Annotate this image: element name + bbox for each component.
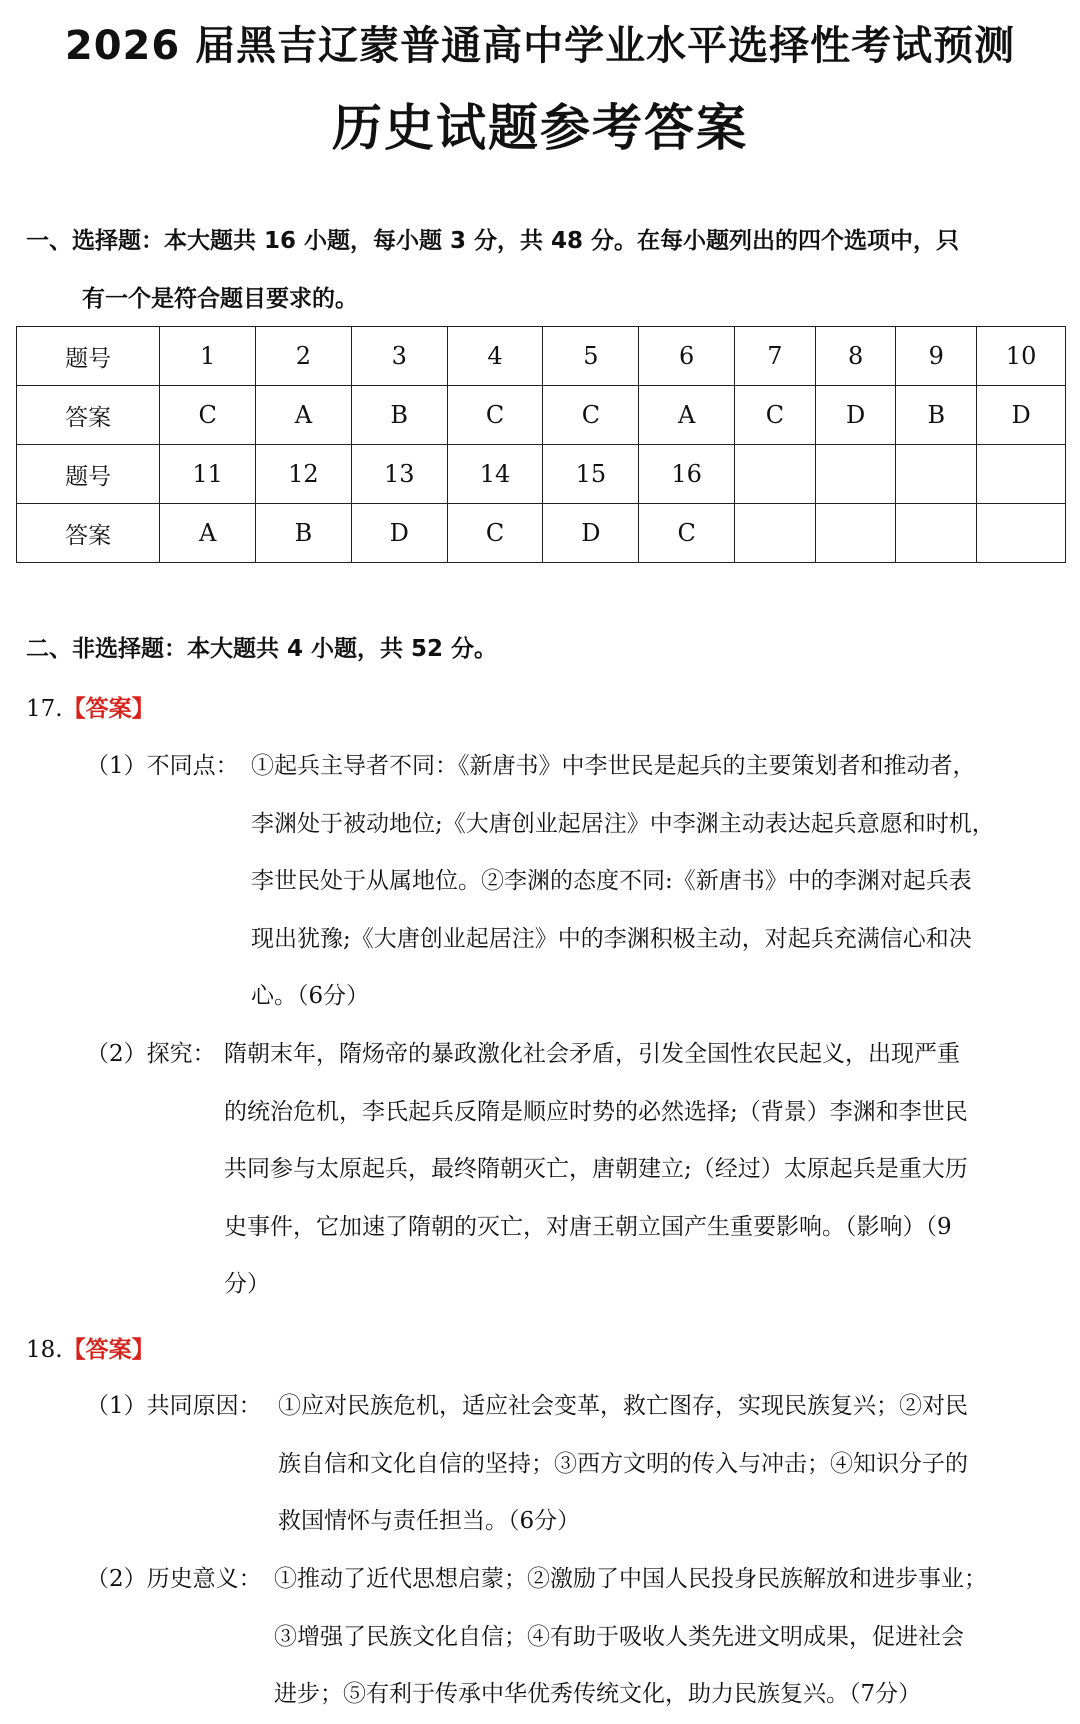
q18-p1-line: 族自信和文化自信的坚持；③西方文明的传入与冲击；④知识分子的: [278, 1450, 968, 1477]
answer-table-cell: B: [896, 386, 977, 445]
answer-table-cell: C: [543, 386, 639, 445]
q17-p1-line: 现出犹豫;《大唐创业起居注》中的李渊积极主动，对起兵充满信心和决: [251, 925, 972, 952]
answer-table-row: [17, 327, 1066, 386]
answer-table-cell: 12: [256, 445, 352, 504]
q17-p2-line: 隋朝末年，隋炀帝的暴政激化社会矛盾，引发全国性农民起义，出现严重: [224, 1041, 960, 1067]
section-2-heading: 二、非选择题：本大题共 4 小题，共 52 分。: [26, 636, 498, 662]
answer-table-cell: 16: [639, 445, 735, 504]
q17-num: 17.: [26, 696, 63, 722]
answer-table-cell: 6: [639, 327, 735, 386]
answer-table-cell: A: [639, 386, 735, 445]
section-1-line-1: 一、选择题：本大题共 16 小题，每小题 3 分，共 48 分。在每小题列出的四个选项中，只: [26, 228, 960, 254]
q17-part-2-lead: （2）探究：: [86, 1041, 216, 1067]
answer-table-cell: 15: [543, 445, 639, 504]
q17-p1-line: ①起兵主导者不同：《新唐书》中李世民是起兵的主要策划者和推动者，: [251, 753, 976, 779]
answer-table-cell: 7: [735, 327, 816, 386]
q18-p2-line: 进步；⑤有利于传承中华优秀传统文化，助力民族复兴。（7分）: [274, 1681, 922, 1707]
q17-p2-line: 的统治危机，李氏起兵反隋是顺应时势的必然选择;（背景）李渊和李世民: [224, 1098, 968, 1125]
answer-table-cell: B: [351, 386, 447, 445]
answer-table-cell: 14: [447, 445, 543, 504]
answer-table-cell: A: [256, 386, 352, 445]
answer-table-cell: 4: [447, 327, 543, 386]
answer-table-row-label: 题号: [17, 445, 160, 504]
answer-table-cell: [896, 445, 977, 504]
document-title: 2026 届黑吉辽蒙普通高中学业水平选择性考试预测: [64, 23, 1016, 69]
q18-part-2-lead: （2）历史意义：: [86, 1566, 262, 1592]
answer-table-cell: 1: [160, 327, 256, 386]
answer-table-cell: D: [351, 504, 447, 563]
q17-part-1-cont: [86, 796, 1080, 1026]
answer-table-cell: [977, 445, 1066, 504]
answer-table-cell: D: [977, 386, 1066, 445]
answer-table-cell: 5: [543, 327, 639, 386]
answer-table-cell: 13: [351, 445, 447, 504]
q18-answer-tag: 【答案】: [62, 1337, 155, 1363]
document-subtitle: 历史试题参考答案: [332, 99, 748, 157]
answer-table-cell: 3: [351, 327, 447, 386]
answer-table-cell: C: [639, 504, 735, 563]
q17-p2-line: 共同参与太原起兵，最终隋朝灭亡，唐朝建立;（经过）太原起兵是重大历: [224, 1156, 968, 1182]
answer-table-cell: [735, 445, 816, 504]
answer-table-row-label: 答案: [17, 386, 160, 445]
answer-table-cell: [815, 445, 896, 504]
q18-p2-line: ①推动了近代思想启蒙；②激励了中国人民投身民族解放和进步事业；: [274, 1566, 987, 1592]
answer-table-cell: 2: [256, 327, 352, 386]
answer-table-cell: 9: [896, 327, 977, 386]
section-1-heading: [26, 212, 1056, 328]
q17-part-2-body: [86, 1026, 1080, 1314]
q18-num: 18.: [26, 1337, 63, 1363]
q18-p1-line: ①应对民族危机，适应社会变革，救亡图存，实现民族复兴；②对民: [278, 1393, 968, 1419]
q18-part-1-lead: （1）共同原因：: [86, 1393, 262, 1419]
question-17-number: [26, 691, 155, 727]
q18-p2-line: ③增强了民族文化自信；④有助于吸收人类先进文明成果，促进社会: [274, 1623, 964, 1650]
q17-part-1: [86, 738, 1080, 1026]
q17-p1-line: 李渊处于被动地位;《大唐创业起居注》中李渊主动表达起兵意愿和时机，: [251, 810, 995, 837]
q17-p2-line: 分）: [224, 1271, 270, 1297]
answer-table-cell: B: [256, 504, 352, 563]
q17-part-2: [86, 1026, 1080, 1314]
answer-table-cell: [977, 504, 1066, 563]
answer-table-cell: [815, 504, 896, 563]
answer-table-cell: [896, 504, 977, 563]
answer-table-cell: 11: [160, 445, 256, 504]
answer-table-row: [17, 504, 1066, 563]
q17-part-1-lead: （1）不同点：: [86, 753, 239, 779]
section-1-line-2: 有一个是符合题目要求的。: [82, 286, 358, 312]
answer-table-cell: D: [815, 386, 896, 445]
answer-table-cell: C: [160, 386, 256, 445]
answer-table-cell: 10: [977, 327, 1066, 386]
answer-table-row: [17, 386, 1066, 445]
answer-table-cell: A: [160, 504, 256, 563]
q18-p1-line: 救国情怀与责任担当。（6分）: [278, 1508, 581, 1534]
q17-answer-tag: 【答案】: [62, 696, 155, 722]
question-18-number: [26, 1332, 155, 1368]
answer-table-cell: C: [735, 386, 816, 445]
q18-part-1: [86, 1378, 1080, 1551]
q17-p1-line: 心。（6分）: [251, 983, 370, 1009]
answer-table-row-label: 答案: [17, 504, 160, 563]
answer-table-cell: D: [543, 504, 639, 563]
q17-p1-line: 李世民处于从属地位。②李渊的态度不同:《新唐书》中的李渊对起兵表: [251, 868, 972, 894]
answer-table: [16, 326, 1066, 563]
answer-table-row: [17, 445, 1066, 504]
answer-table-cell: C: [447, 386, 543, 445]
answer-table-cell: 8: [815, 327, 896, 386]
answer-table-cell: C: [447, 504, 543, 563]
answer-table-cell: [735, 504, 816, 563]
q17-p2-line: 史事件，它加速了隋朝的灭亡，对唐王朝立国产生重要影响。（影响）（9: [224, 1213, 952, 1240]
q18-part-2: [86, 1551, 1080, 1724]
answer-table-row-label: 题号: [17, 327, 160, 386]
